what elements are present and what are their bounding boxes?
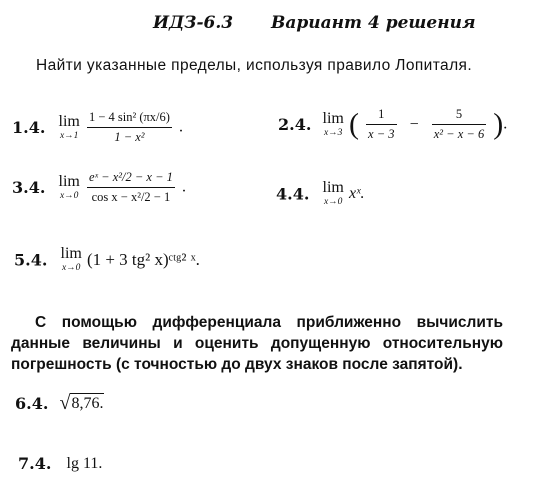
problem-number: 3.4. (12, 178, 46, 197)
expression: xˣ. (348, 184, 365, 202)
problem-3: 3.4. lim x→0 $\frac{\text{eˣ − x²/2 − x − 1}}{\text{cos x − x²/2 − 1}}$ . (12, 170, 186, 204)
problem-number: 6.4. (15, 394, 49, 413)
square-root: √8,76. (59, 392, 104, 414)
problem-1: 1.4. lim x→1 $\frac{\text{1 − 4 sin² (πx/6)}}{\text{1 − x²}}$ . (12, 110, 184, 144)
document-code: ИДЗ-6.3 (153, 13, 234, 33)
variant-title: Вариант 4 решения (271, 13, 476, 33)
limit-operator: lim x→3 (322, 109, 344, 138)
denominator: 1 − x² (114, 130, 145, 144)
problem-5 (14, 246, 200, 274)
numerator: 1 − 4 sin² (πx/6) (87, 110, 172, 128)
problem-6 (15, 392, 104, 415)
problem-number: 1.4. (12, 118, 46, 137)
problem-7 (18, 453, 102, 473)
expression: (1 + 3 tg² x)ᶜᵗᵍ² ˣ. (86, 249, 200, 269)
limit-operator: lim x→0 (60, 245, 82, 273)
fraction-1: $\frac{1}{x - 3}$ (368, 107, 395, 141)
fraction (87, 170, 175, 205)
problem-number: 5.4. (14, 250, 48, 270)
task2-paragraph: С помощью дифференциала приближенно вычислить данные величины и оценить допущенную относительную погрешность (с точностью до двух знаков после запятой). (11, 314, 503, 373)
fraction (87, 110, 172, 145)
problem-4 (276, 180, 365, 208)
problem-number: 7.4. (18, 454, 52, 473)
limit-operator: lim x→0 (322, 179, 344, 207)
limit-operator: lim x→0 (58, 172, 80, 201)
radicand: 8,76. (71, 395, 104, 412)
limit-operator: lim x→1 (58, 112, 80, 141)
fraction-2: $\frac{5}{\text{x² − x − 6}}$ (433, 107, 485, 141)
problem-number: 2.4. (278, 115, 312, 134)
task1-paragraph: Найти указанные пределы, используя правило Лопиталя. (36, 57, 473, 74)
numerator: eˣ − x²/2 − x − 1 (87, 170, 175, 188)
expression: lg 11. (66, 454, 103, 472)
problem-2: 2.4. lim x→3 ( $\frac{1}{x - 3}$ − $\frac{5}{\text{x² − x − 6}}$ ). (278, 107, 508, 141)
problem-number: 4.4. (276, 184, 310, 204)
denominator: cos x − x²/2 − 1 (91, 190, 171, 204)
